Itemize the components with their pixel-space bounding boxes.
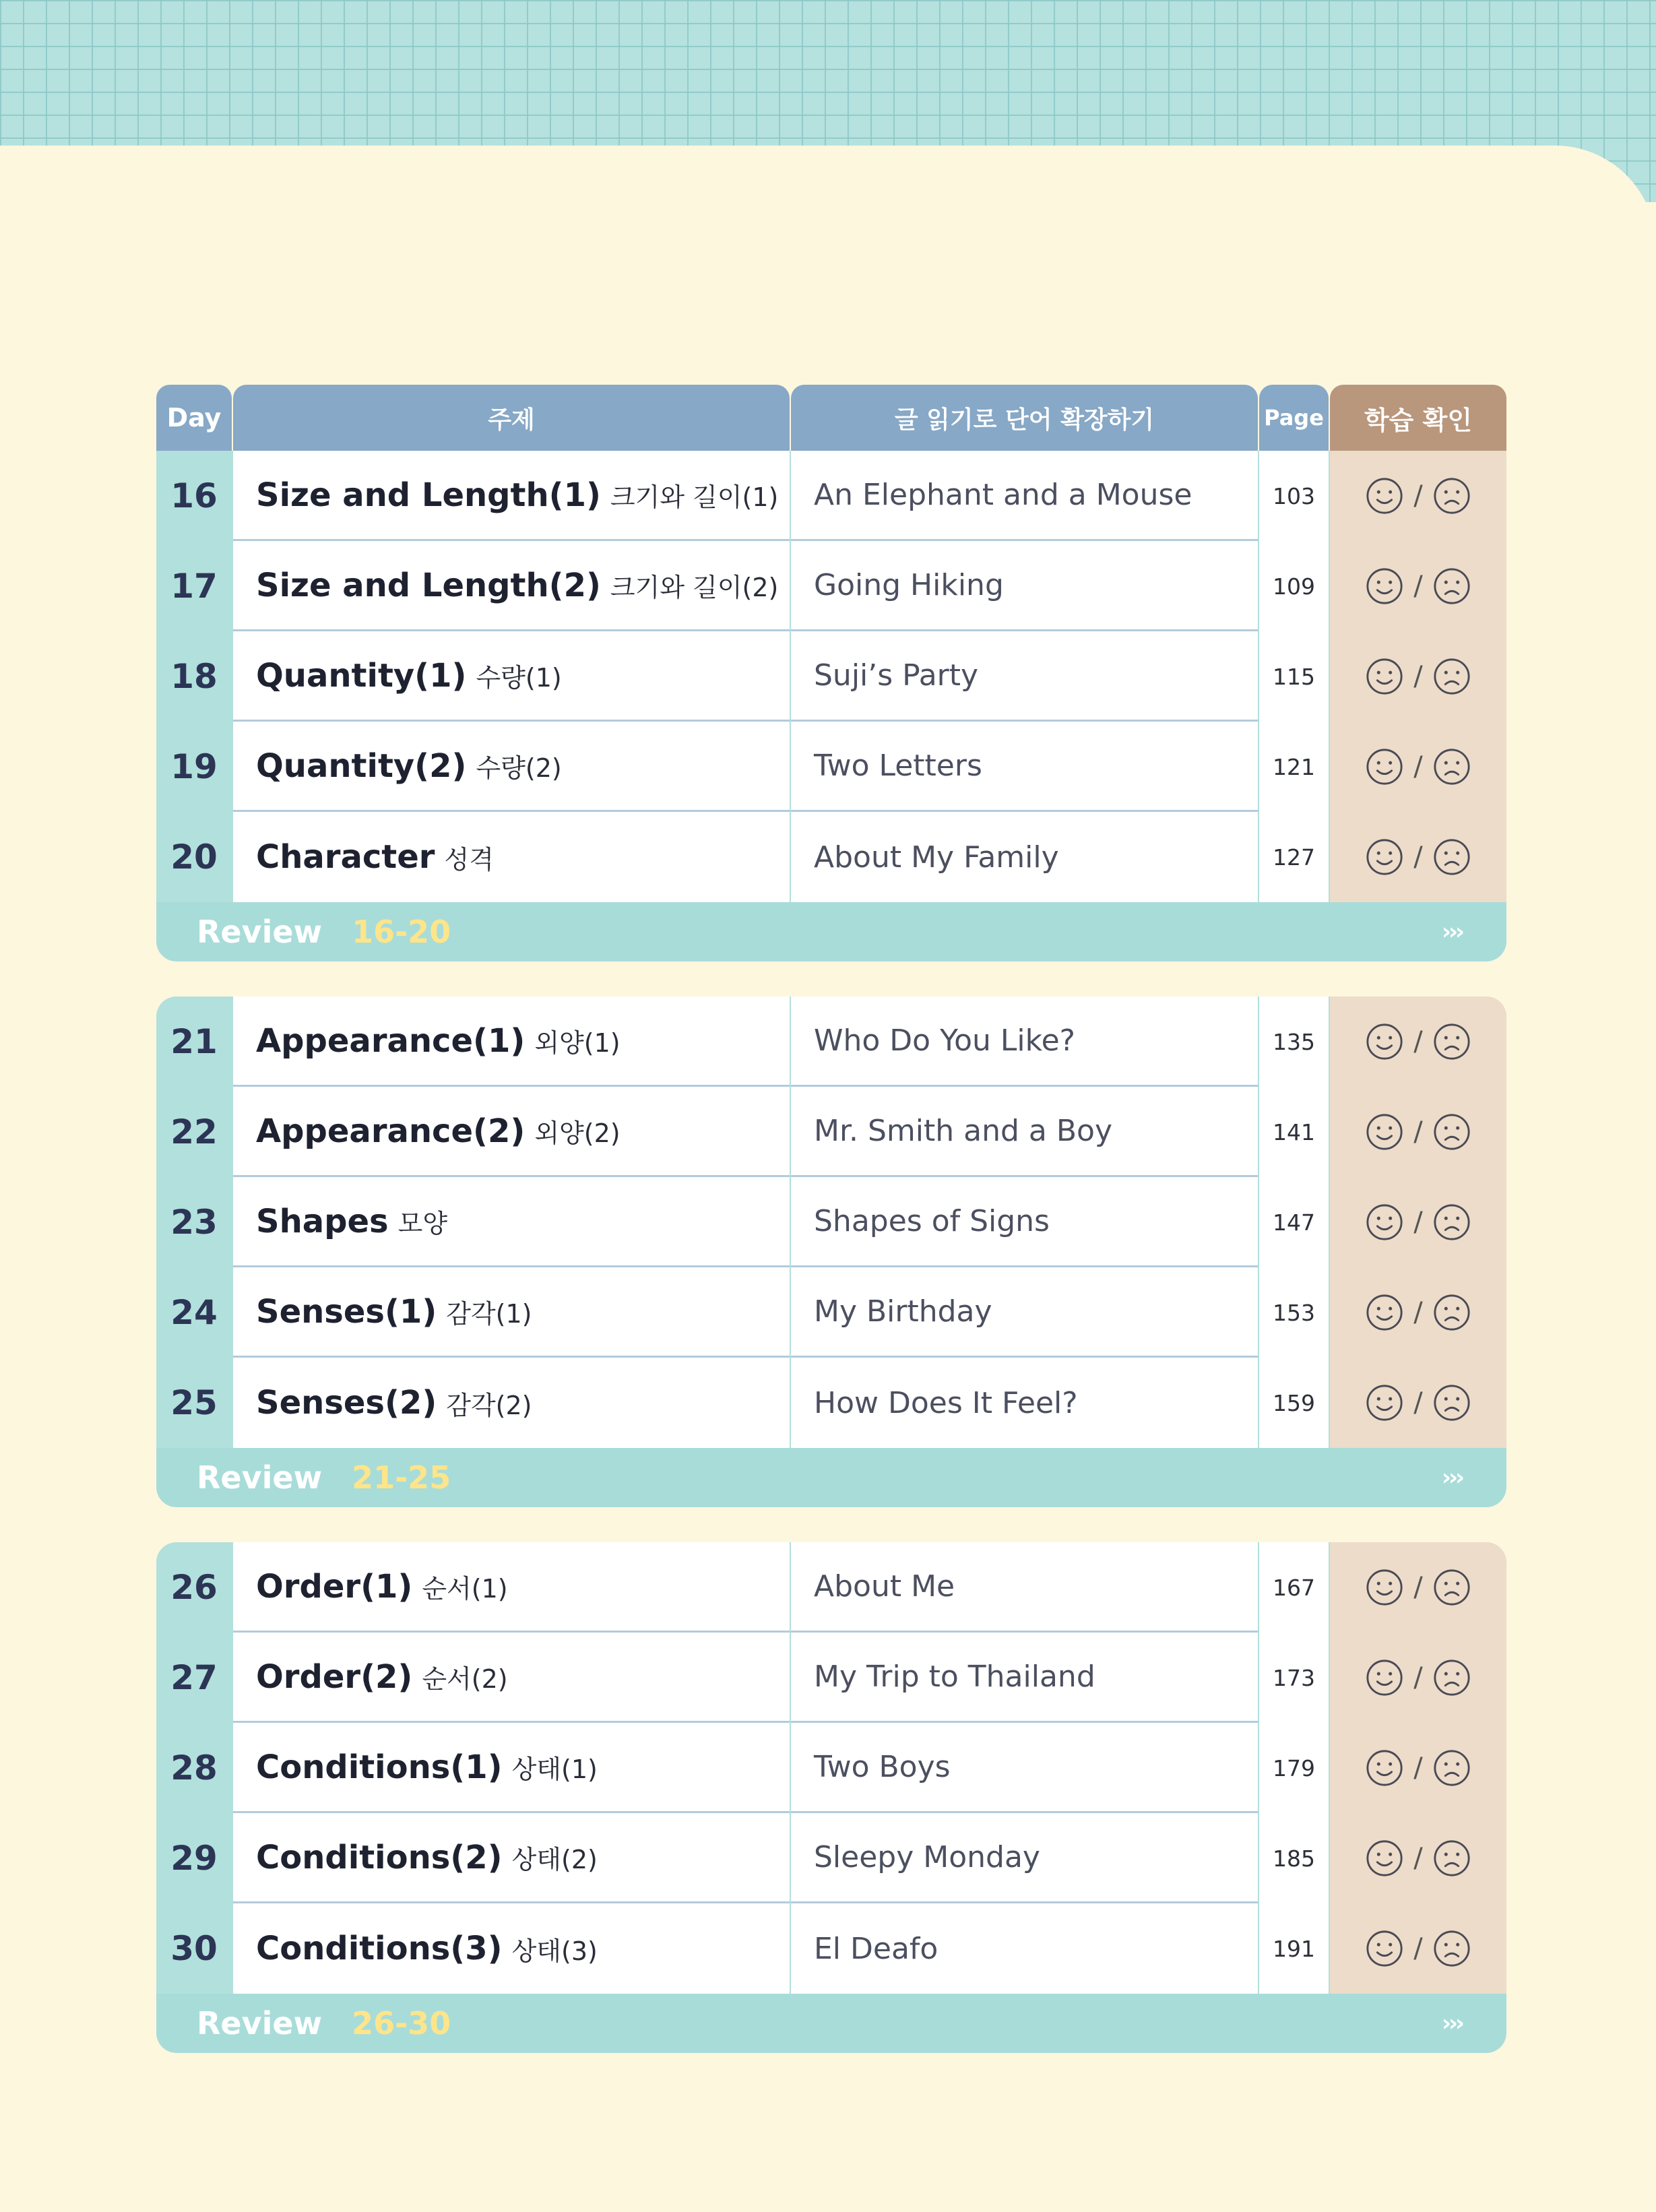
topic-korean: 감각(1): [446, 1299, 532, 1329]
smile-face-icon[interactable]: [1365, 476, 1404, 515]
sad-face-icon[interactable]: [1432, 838, 1471, 877]
table-header: [156, 385, 1506, 451]
topic-cell: [233, 631, 790, 722]
topic-cell: [233, 1358, 790, 1448]
sad-face-icon[interactable]: [1432, 567, 1471, 606]
topic-korean: 크기와 길이(2): [610, 573, 779, 602]
header-study-check: 학습 확인: [1330, 385, 1506, 451]
topic-english: Senses(2): [256, 1384, 437, 1422]
slash-separator: /: [1413, 1387, 1423, 1418]
study-check: [1330, 1177, 1506, 1269]
page-number: 185: [1259, 1813, 1329, 1905]
topic-korean: 수량(2): [476, 753, 562, 783]
topic-cell: [233, 812, 790, 902]
topic-cell: [233, 1177, 790, 1267]
slash-separator: /: [1413, 1843, 1423, 1874]
day-number: 19: [156, 722, 232, 812]
unit-block: [156, 451, 1506, 961]
slash-separator: /: [1413, 1752, 1423, 1783]
slash-separator: /: [1413, 1933, 1423, 1964]
review-range: 21-25: [352, 1459, 451, 1496]
unit-block: [156, 1542, 1506, 2053]
smile-face-icon[interactable]: [1365, 567, 1404, 606]
triple-chevron-right-icon[interactable]: ›››: [1441, 1464, 1462, 1491]
smile-face-icon[interactable]: [1365, 1022, 1404, 1061]
topic-cell: [233, 1903, 790, 1994]
slash-separator: /: [1413, 1207, 1423, 1238]
header-reading: 글 읽기로 단어 확장하기: [791, 385, 1258, 451]
smile-face-icon[interactable]: [1365, 1748, 1404, 1788]
slash-separator: /: [1413, 1116, 1423, 1147]
topic-english: Conditions(3): [256, 1930, 503, 1967]
slash-separator: /: [1413, 1026, 1423, 1057]
study-check: [1330, 631, 1506, 724]
smile-face-icon[interactable]: [1365, 1383, 1404, 1422]
topic-korean: 크기와 길이(1): [610, 482, 779, 512]
header-topic: 주제: [233, 385, 790, 451]
table-row: [156, 1723, 1506, 1813]
slash-separator: /: [1413, 661, 1423, 692]
topic-korean: 상태(1): [511, 1755, 598, 1784]
reading-title: Mr. Smith and a Boy: [791, 1087, 1258, 1177]
study-check: [1330, 722, 1506, 814]
reading-title: Who Do You Like?: [791, 997, 1258, 1087]
header-day: Day: [156, 385, 232, 451]
smile-face-icon[interactable]: [1365, 1112, 1404, 1151]
table-row: [156, 1633, 1506, 1723]
topic-cell: [233, 451, 790, 541]
reading-title: Two Boys: [791, 1723, 1258, 1813]
topic-korean: 외양(1): [534, 1028, 620, 1058]
header-page: Page: [1259, 385, 1329, 451]
topic-english: Order(1): [256, 1567, 413, 1606]
page-number: 191: [1259, 1903, 1329, 1994]
day-number: 28: [156, 1723, 232, 1813]
sad-face-icon[interactable]: [1432, 1929, 1471, 1968]
slash-separator: /: [1413, 480, 1423, 511]
topic-cell: [233, 1267, 790, 1358]
day-number: 26: [156, 1542, 232, 1633]
smile-face-icon[interactable]: [1365, 1568, 1404, 1607]
reading-title: Shapes of Signs: [791, 1177, 1258, 1267]
sad-face-icon[interactable]: [1432, 476, 1471, 515]
page-number: 115: [1259, 631, 1329, 724]
table-row: [156, 1813, 1506, 1903]
topic-korean: 외양(2): [534, 1118, 620, 1148]
reading-title: About My Family: [791, 812, 1258, 902]
topic-english: Conditions(2): [256, 1838, 503, 1876]
page-number: 153: [1259, 1267, 1329, 1360]
smile-face-icon[interactable]: [1365, 1929, 1404, 1968]
day-number: 22: [156, 1087, 232, 1177]
topic-korean: 상태(3): [511, 1936, 598, 1966]
day-number: 29: [156, 1813, 232, 1903]
review-label: Review: [197, 2005, 323, 2042]
rows-group: [156, 997, 1506, 1448]
smile-face-icon[interactable]: [1365, 1839, 1404, 1878]
page-number: 141: [1259, 1087, 1329, 1179]
topic-english: Senses(1): [256, 1292, 437, 1331]
page-number: 167: [1259, 1542, 1329, 1635]
study-check: [1330, 1358, 1506, 1448]
rows-group: [156, 451, 1506, 902]
study-check: [1330, 541, 1506, 633]
reading-title: Sleepy Monday: [791, 1813, 1258, 1903]
page-number: 173: [1259, 1633, 1329, 1725]
table-row: [156, 1087, 1506, 1177]
study-check: [1330, 997, 1506, 1089]
sad-face-icon[interactable]: [1432, 1568, 1471, 1607]
topic-english: Appearance(1): [256, 1021, 526, 1060]
table-row: [156, 997, 1506, 1087]
topic-korean: 순서(2): [422, 1664, 508, 1694]
topic-cell: [233, 722, 790, 812]
reading-title: An Elephant and a Mouse: [791, 451, 1258, 541]
day-number: 27: [156, 1633, 232, 1723]
table-row: [156, 1903, 1506, 1994]
review-range: 26-30: [352, 2005, 451, 2042]
smile-face-icon[interactable]: [1365, 1203, 1404, 1242]
review-label: Review: [197, 914, 323, 950]
review-label: Review: [197, 1459, 323, 1496]
smile-face-icon[interactable]: [1365, 838, 1404, 877]
topic-english: Order(2): [256, 1657, 413, 1696]
table-row: [156, 1177, 1506, 1267]
table-row: [156, 1542, 1506, 1633]
review-range: 16-20: [352, 914, 451, 950]
table-row: [156, 722, 1506, 812]
page-number: 109: [1259, 541, 1329, 633]
reading-title: My Birthday: [791, 1267, 1258, 1358]
topic-cell: [233, 997, 790, 1087]
review-bar[interactable]: [156, 1448, 1506, 1507]
page-number: 103: [1259, 451, 1329, 543]
day-number: 17: [156, 541, 232, 631]
topic-korean: 상태(2): [511, 1845, 598, 1874]
reading-title: Going Hiking: [791, 541, 1258, 631]
reading-title: How Does It Feel?: [791, 1358, 1258, 1448]
sad-face-icon[interactable]: [1432, 1293, 1471, 1332]
sad-face-icon[interactable]: [1432, 657, 1471, 696]
reading-title: Suji’s Party: [791, 631, 1258, 722]
topic-english: Quantity(2): [256, 747, 467, 785]
page-number: 159: [1259, 1358, 1329, 1448]
table-row: [156, 1358, 1506, 1448]
page-number: 179: [1259, 1723, 1329, 1815]
slash-separator: /: [1413, 842, 1423, 873]
sad-face-icon[interactable]: [1432, 1112, 1471, 1151]
topic-korean: 감각(2): [446, 1390, 532, 1420]
topic-cell: [233, 1542, 790, 1633]
sad-face-icon[interactable]: [1432, 1658, 1471, 1697]
topic-cell: [233, 541, 790, 631]
study-check: [1330, 1542, 1506, 1635]
topic-english: Conditions(1): [256, 1748, 503, 1786]
sad-face-icon[interactable]: [1432, 747, 1471, 786]
slash-separator: /: [1413, 571, 1423, 602]
schedule-table: [156, 385, 1506, 2088]
table-row: [156, 451, 1506, 541]
smile-face-icon[interactable]: [1365, 1293, 1404, 1332]
triple-chevron-right-icon[interactable]: ›››: [1441, 2010, 1462, 2037]
sad-face-icon[interactable]: [1432, 1839, 1471, 1878]
topic-cell: [233, 1633, 790, 1723]
smile-face-icon[interactable]: [1365, 747, 1404, 786]
reading-title: Two Letters: [791, 722, 1258, 812]
topic-cell: [233, 1723, 790, 1813]
smile-face-icon[interactable]: [1365, 1658, 1404, 1697]
day-number: 23: [156, 1177, 232, 1267]
review-bar[interactable]: [156, 902, 1506, 961]
sad-face-icon[interactable]: [1432, 1022, 1471, 1061]
topic-korean: 성격: [444, 844, 494, 875]
table-row: [156, 631, 1506, 722]
study-check: [1330, 1813, 1506, 1905]
day-number: 24: [156, 1267, 232, 1358]
day-number: 16: [156, 451, 232, 541]
topic-cell: [233, 1813, 790, 1903]
table-row: [156, 1267, 1506, 1358]
study-check: [1330, 812, 1506, 902]
page-number: 135: [1259, 997, 1329, 1089]
day-number: 21: [156, 997, 232, 1087]
slash-separator: /: [1413, 1297, 1423, 1328]
table-row: [156, 812, 1506, 902]
sad-face-icon[interactable]: [1432, 1748, 1471, 1788]
slash-separator: /: [1413, 751, 1423, 782]
day-number: 18: [156, 631, 232, 722]
study-check: [1330, 1723, 1506, 1815]
topic-korean: 모양: [397, 1209, 448, 1238]
topic-english: Size and Length(2): [256, 566, 601, 604]
sad-face-icon[interactable]: [1432, 1203, 1471, 1242]
reading-title: About Me: [791, 1542, 1258, 1633]
topic-cell: [233, 1087, 790, 1177]
review-bar[interactable]: [156, 1994, 1506, 2053]
unit-block: [156, 997, 1506, 1507]
sad-face-icon[interactable]: [1432, 1383, 1471, 1422]
day-number: 20: [156, 812, 232, 902]
page-number: 127: [1259, 812, 1329, 902]
smile-face-icon[interactable]: [1365, 657, 1404, 696]
study-check: [1330, 1903, 1506, 1994]
topic-korean: 순서(1): [422, 1574, 508, 1604]
page-number: 147: [1259, 1177, 1329, 1269]
reading-title: El Deafo: [791, 1903, 1258, 1994]
study-check: [1330, 1087, 1506, 1179]
table-row: [156, 541, 1506, 631]
rows-group: [156, 1542, 1506, 1994]
topic-english: Appearance(2): [256, 1112, 526, 1150]
page-number: 121: [1259, 722, 1329, 814]
study-check: [1330, 451, 1506, 543]
topic-english: Size and Length(1): [256, 476, 601, 514]
day-number: 30: [156, 1903, 232, 1994]
day-number: 25: [156, 1358, 232, 1448]
topic-korean: 수량(1): [476, 663, 562, 693]
slash-separator: /: [1413, 1572, 1423, 1603]
topic-english: Shapes: [256, 1202, 389, 1240]
study-check: [1330, 1267, 1506, 1360]
topic-english: Quantity(1): [256, 656, 467, 695]
topic-english: Character: [256, 838, 435, 876]
slash-separator: /: [1413, 1662, 1423, 1693]
reading-title: My Trip to Thailand: [791, 1633, 1258, 1723]
triple-chevron-right-icon[interactable]: ›››: [1441, 918, 1462, 945]
study-check: [1330, 1633, 1506, 1725]
